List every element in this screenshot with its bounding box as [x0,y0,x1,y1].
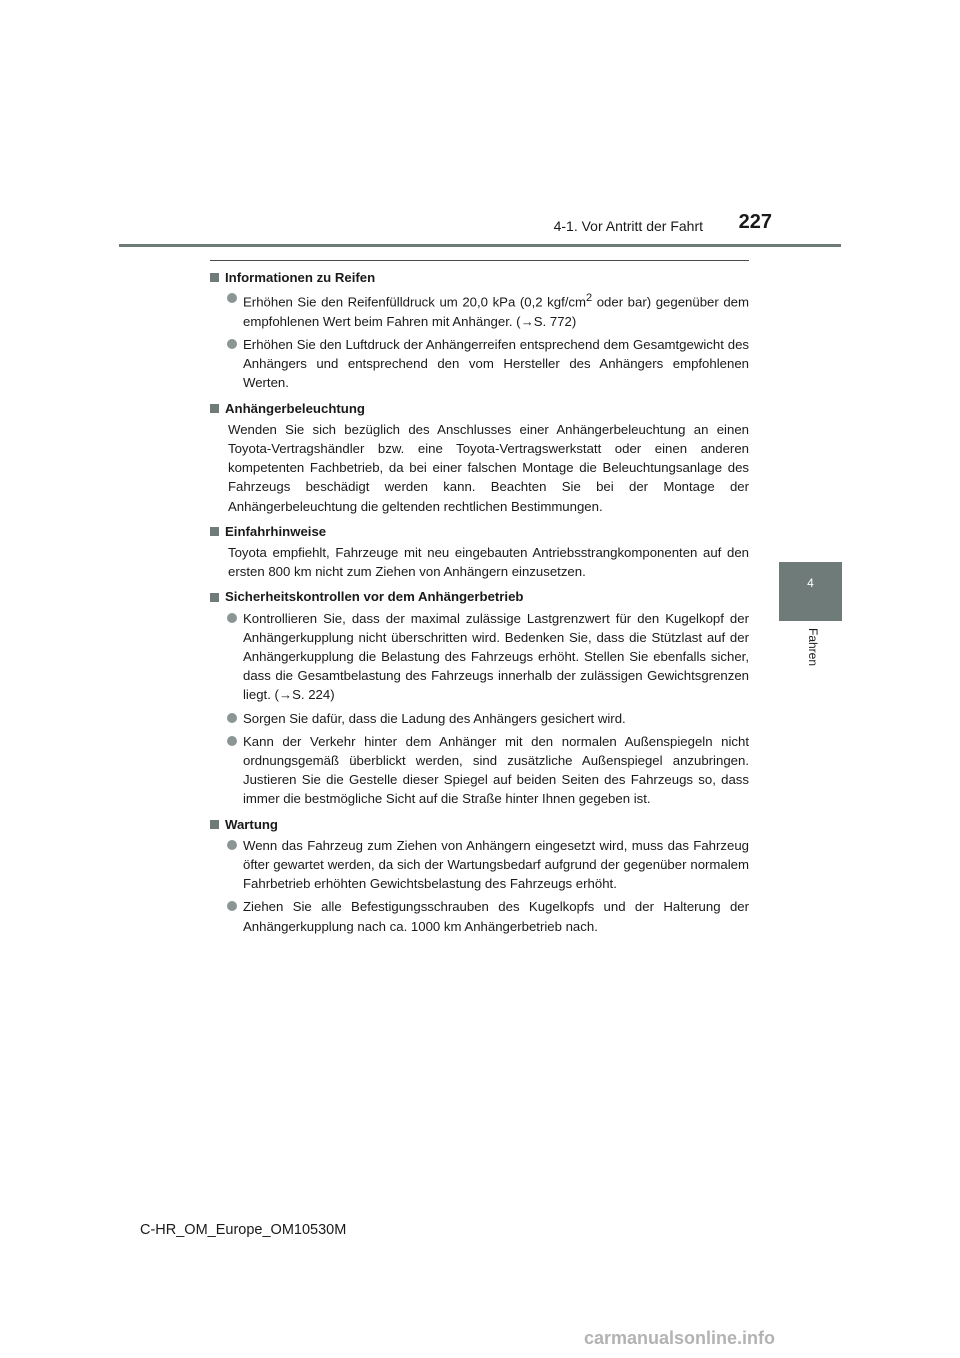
bullet-dot-icon [227,713,237,723]
list-item-text: Wenn das Fahrzeug zum Ziehen von Anhängern eingesetzt wird, muss das Fahrzeug öfter gewartet werden, da sich der Wartungsbedarf aufgrund der gegenüber normalem Fahrbetrieb erhöhten Gewichtsbelastung des Fahrzeugs erhöht. [243,837,749,892]
list-item [210,289,749,331]
section-square-icon [210,527,219,536]
list-item-text: Erhöhen Sie den Luftdruck der Anhängerreifen entsprechend dem Gesamtgewicht des Anhängers und entsprechend den vom Hersteller des Anhängers empfohlenen Werten. [243,337,749,391]
chapter-tab [779,562,842,621]
list-item [210,609,749,705]
section-square-icon [210,820,219,829]
chapter-number: 4 [807,576,814,590]
bullet-dot-icon [227,901,237,911]
list-item [210,897,749,935]
section-square-icon [210,593,219,602]
list-item [210,709,749,728]
bullet-dot-icon [227,293,237,303]
footer-doc-id: C-HR_OM_Europe_OM10530M [140,1222,347,1238]
page-number: 227 [738,211,772,233]
header-divider [119,244,841,247]
section-break-in [210,522,749,582]
section-tire-info [210,268,749,393]
section-title: Wartung [225,816,278,832]
section-safety-checks [210,587,749,808]
chapter-label: Fahren [806,628,820,667]
list-item [210,335,749,393]
list-item-text: Kann der Verkehr hinter dem Anhänger mit den normalen Außenspiegeln nicht ordnungsgemäß überblickt werden, sind zusätzliche Außenspiegel anzubringen. Justieren Sie die Gestelle dieser Spiegel auf beiden Seiten des Fahrzeugs so, dass immer die bestmögliche Sicht auf die Straße hinter Ihnen gegeben ist. [243,733,749,807]
list-item [210,732,749,809]
list-item-text: Erhöhen Sie den Reifenfülldruck um 20,0 kPa (0,2 kgf/$cm^2$ oder bar) gegenüber dem empfohlenen Wert beim Fahren mit Anhänger. (→S. 772) [243,292,749,329]
section-paragraph: Wenden Sie sich bezüglich des Anschlusses einer Anhängerbeleuchtung an einen Toyota-Vertragshändler bzw. eine Toyota-Vertragswerkstatt oder einen anderen kompetenten Fachbetrieb, da bei einer falschen Montage die Beleuchtungsanlage des Fahrzeugs beschädigt werden kann. Beachten Sie bei der Montage der Anhängerbeleuchtung die geltenden rechtlichen Bestimmungen. [228,421,749,514]
section-paragraph: Toyota empfiehlt, Fahrzeuge mit neu eingebauten Antriebsstrangkomponenten auf den ersten 800 km nicht zum Ziehen von Anhängern einzusetzen. [228,545,749,580]
bullet-dot-icon [227,840,237,850]
list-item-text: Sorgen Sie dafür, dass die Ladung des Anhängers gesichert wird. [243,710,626,726]
content-body [210,268,749,942]
section-square-icon [210,404,219,413]
list-item [210,836,749,894]
header-section-title: 4-1. Vor Antritt der Fahrt [553,218,703,234]
section-maintenance [210,815,749,936]
section-trailer-lights [210,399,749,516]
bullet-dot-icon [227,736,237,746]
section-title: Anhängerbeleuchtung [225,400,365,416]
section-square-icon [210,273,219,282]
watermark-link[interactable]: carmanualsonline.info [584,1328,776,1348]
bullet-dot-icon [227,339,237,349]
content-divider [210,260,749,261]
section-title: Sicherheitskontrollen vor dem Anhängerbetrieb [225,589,524,605]
section-title: Informationen zu Reifen [225,270,376,285]
list-item-text: Ziehen Sie alle Befestigungsschrauben des Kugelkopfs und der Halterung der Anhängerkupplung nach ca. 1000 km Anhängerbetrieb nach. [243,899,749,934]
list-item-text: Kontrollieren Sie, dass der maximal zulässige Lastgrenzwert für den Kugelkopf der Anhängerkupplung nicht überschritten wird. Bedenken Sie, dass die Stützlast auf der Anhängerkupplung die Belastung des Fahrzeugs erhöht. Stellen Sie ebenfalls sicher, dass die Gesamtbelastung des Fahrzeugs innerhalb der zulässigen Gewichtsgrenzen liegt. (→S. 224) [243,610,749,703]
bullet-dot-icon [227,613,237,623]
section-title: Einfahrhinweise [225,523,327,539]
